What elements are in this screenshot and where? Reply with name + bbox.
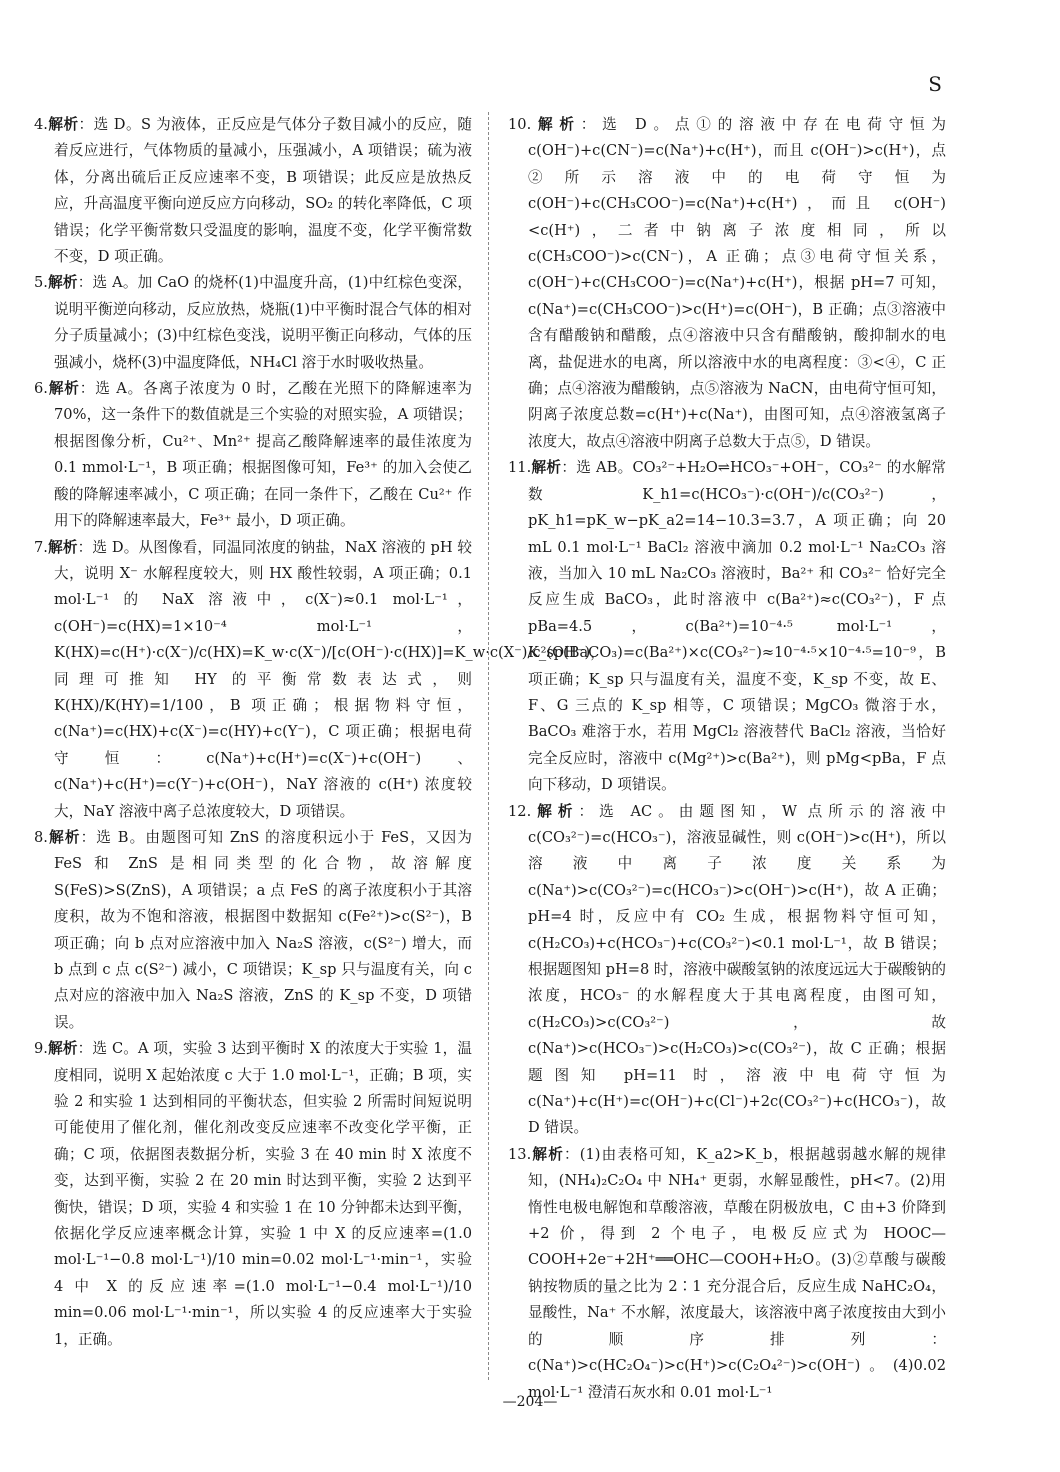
item-number: 6.: [34, 380, 48, 398]
item-number: 8.: [34, 828, 48, 846]
item-label: 解析: [47, 274, 78, 292]
item-number: 5.: [34, 274, 48, 292]
item-text: ：选 D。S 为液体，正反应是气体分子数目减小的反应，随着反应进行，气体物质的量减小，压强减小，A 项错误；硫为液体，分离出硫后正反应速率不变，B 项错误；此反应是放热反应，升高温度平衡向逆反应方向移动，SO₂ 的转化率降低，C 项错误；化学平衡常数只受温度的影响，温度不变，化学平衡常数不变，D 项正确。: [54, 116, 472, 266]
item-text: ：选 AC。由题图知，W 点所示的溶液中 c(CO₃²⁻)=c(HCO₃⁻)，溶液显碱性，则 c(OH⁻)>c(H⁺)，所以溶液中离子浓度关系为 c(Na⁺)>c(CO₃²⁻)=c(HCO₃⁻)>c(OH⁻)>c(H⁺)，故 A 正确；pH=4 时，反应中有 CO₂ 生成，根据物料守恒可知，c(H₂CO₃)+c(HCO₃⁻)+c(CO₃²⁻)<0.1 mol·L⁻¹，故 B 错误；根据题图知 pH=8 时，溶液中碳酸氢钠的浓度远远大于碳酸钠的浓度，HCO₃⁻ 的水解程度大于其电离程度，由图可知，c(H₂CO₃)>c(CO₃²⁻)，故 c(Na⁺)>c(HCO₃⁻)>c(H₂CO₃)>c(CO₃²⁻)，故 C 正确；根据题图知 pH=11 时，溶液中电荷守恒为 c(Na⁺)+c(H⁺)=c(OH⁻)+c(Cl⁻)+2c(CO₃²⁻)+c(HCO₃⁻)，故 D 错误。: [528, 802, 946, 1137]
item-label: 解析: [531, 1145, 564, 1163]
item-text: ：选 B。由题图可知 ZnS 的溶度积远小于 FeS，又因为 FeS 和 ZnS 是相同类型的化合物，故溶解度 S(FeS)>S(ZnS)，A 项错误；a 点 FeS 的离子浓度积小于其溶度积，故为不饱和溶液，根据图中数据知 c(Fe²⁺)>c(S²⁻)，B 项正确；向 b 点对应溶液中加入 Na₂S 溶液，c(S²⁻) 增大，而 b 点到 c 点 c(S²⁻) 减小，C 项错误；K_sp 只与温度有关，向 c 点对应的溶液中加入 Na₂S 溶液，ZnS 的 K_sp 不变，D 项错误。: [54, 828, 472, 1031]
answer-item-4: [34, 112, 472, 270]
answer-item-10: [508, 112, 946, 455]
page-number: —204—: [502, 1394, 558, 1410]
answer-item-12: [508, 799, 946, 1142]
item-number: 9.: [34, 1040, 48, 1058]
item-label: 解析: [47, 380, 80, 398]
item-text: ：选 D。从图像看，同温同浓度的钠盐，NaX 溶液的 pH 较大，说明 X⁻ 水解程度较大，则 HX 酸性较弱，A 项正确；0.1 mol·L⁻¹ 的 NaX 溶液中，c(X⁻)≈0.1 mol·L⁻¹，c(OH⁻)=c(HX)=1×10⁻⁴ mol·L⁻¹，K(HX)=c(H⁺)·c(X⁻)/c(HX)=K_w·c(X⁻)/[c(OH⁻)·c(HX)]=K_w·c(X⁻)/c²(OH⁻)，同理可推知 HY 的平衡常数表达式，则 K(HX)/K(HY)=1/100，B 项正确；根据物料守恒，c(Na⁺)=c(HX)+c(X⁻)=c(HY)+c(Y⁻)，C 项正确；根据电荷守恒：c(Na⁺)+c(H⁺)=c(X⁻)+c(OH⁻)、c(Na⁺)+c(H⁺)=c(Y⁻)+c(OH⁻)，NaY 溶液的 c(H⁺) 浓度较大，NaY 溶液中离子总浓度较大，D 项错误。: [54, 538, 605, 820]
item-label: 解析: [47, 538, 78, 556]
item-number: 12.: [508, 802, 532, 820]
item-number: 7.: [34, 538, 48, 556]
answer-item-8: [34, 825, 472, 1036]
item-text: ：选 D。点①的溶液中存在电荷守恒为 c(OH⁻)+c(CN⁻)=c(Na⁺)+c(H⁺)，而且 c(OH⁻)>c(H⁺)，点②所示溶液中的电荷守恒为 c(OH⁻)+c(CH₃COO⁻)=c(Na⁺)+c(H⁺)，而且 c(OH⁻)<c(H⁺)，二者中钠离子浓度相同，所以 c(CH₃COO⁻)>c(CN⁻)，A 正确；点③电荷守恒关系，c(OH⁻)+c(CH₃COO⁻)=c(Na⁺)+c(H⁺)，根据 pH=7 可知，c(Na⁺)=c(CH₃COO⁻)>c(H⁺)=c(OH⁻)，B 正确；点③溶液中含有醋酸钠和醋酸，点④溶液中只含有醋酸钠，酸抑制水的电离，盐促进水的电离，所以溶液中水的电离程度：③<④，C 正确；点④溶液为醋酸钠，点⑤溶液为 NaCN，由电荷守恒可知，阴离子浓度总数=c(H⁺)+c(Na⁺)，由图可知，点④溶液氢离子浓度大，故点④溶液中阴离子总数大于点⑤，D 错误。: [528, 116, 946, 450]
corner-letter: S: [928, 72, 942, 96]
item-text: ：选 AB。CO₃²⁻+H₂O⇌HCO₃⁻+OH⁻，CO₃²⁻ 的水解常数 K_h1=c(HCO₃⁻)·c(OH⁻)/c(CO₃²⁻)，pK_h1=pK_w−pK_a2=14−10.3=3.7，A 项正确；向 20 mL 0.1 mol·L⁻¹ BaCl₂ 溶液中滴加 0.2 mol·L⁻¹ Na₂CO₃ 溶液，当加入 10 mL Na₂CO₃ 溶液时，Ba²⁺ 和 CO₃²⁻ 恰好完全反应生成 BaCO₃，此时溶液中 c(Ba²⁺)≈c(CO₃²⁻)，F 点 pBa=4.5，c(Ba²⁺)=10⁻⁴·⁵ mol·L⁻¹，K_sp(BaCO₃)=c(Ba²⁺)×c(CO₃²⁻)≈10⁻⁴·⁵×10⁻⁴·⁵=10⁻⁹，B 项正确；K_sp 只与温度有关，温度不变，K_sp 不变，故 E、F、G 三点的 K_sp 相等，C 项错误；MgCO₃ 微溶于水，BaCO₃ 难溶于水，若用 MgCl₂ 溶液替代 BaCl₂ 溶液，当恰好完全反应时，溶液中 c(Mg²⁺)>c(Ba²⁺)，则 pMg<pBa，F 点向下移动，D 项错误。: [528, 459, 946, 794]
item-label: 解析: [47, 1040, 78, 1058]
item-label: 解析: [531, 802, 579, 820]
item-number: 4.: [34, 116, 48, 133]
item-label: 解析: [531, 116, 581, 133]
item-number: 13.: [508, 1145, 532, 1163]
item-number: 11.: [508, 459, 532, 477]
item-label: 解析: [47, 116, 79, 133]
item-text: ：选 A。各离子浓度为 0 时，乙酸在光照下的降解速率为 70%，这一条件下的数值就是三个实验的对照实验，A 项错误；根据图像分析，Cu²⁺、Mn²⁺ 提高乙酸降解速率的最佳浓度为 0.1 mmol·L⁻¹，B 项正确；根据图像可知，Fe³⁺ 的加入会使乙酸的降解速率减小，C 项正确；在同一条件下，乙酸在 Cu²⁺ 作用下的降解速率最大，Fe³⁺ 最小，D 项正确。: [54, 380, 472, 530]
item-number: 10.: [508, 116, 532, 133]
item-text: ：选 C。A 项，实验 3 达到平衡时 X 的浓度大于实验 1，温度相同，说明 X 起始浓度 c 大于 1.0 mol·L⁻¹，正确；B 项，实验 2 和实验 1 达到相同的平衡状态，但实验 2 所需时间短说明可能使用了催化剂，催化剂改变反应速率不改变化学平衡，正确；C 项，依据图表数据分析，实验 3 在 40 min 时 X 浓度不变，达到平衡，实验 2 在 20 min 时达到平衡，实验 2 达到平衡快，错误；D 项，实验 4 和实验 1 在 10 分钟都未达到平衡，依据化学反应速率概念计算，实验 1 中 X 的反应速率=(1.0 mol·L⁻¹−0.8 mol·L⁻¹)/10 min=0.02 mol·L⁻¹·min⁻¹，实验 4 中 X 的反应速率=(1.0 mol·L⁻¹−0.4 mol·L⁻¹)/10 min=0.06 mol·L⁻¹·min⁻¹，所以实验 4 的反应速率大于实验 1，正确。: [54, 1040, 472, 1348]
item-text: ：(1)由表格可知，K_a2>K_b，根据越弱越水解的规律知，(NH₄)₂C₂O₄ 中 NH₄⁺ 更弱，水解显酸性，pH<7。(2)用惰性电极电解饱和草酸溶液，草酸在阴极放电，C 由+3 价降到+2 价，得到 2 个电子，电极反应式为 HOOC—COOH+2e⁻+2H⁺══OHC—COOH+H₂O。(3)②草酸与碳酸钠按物质的量之比为 2∶1 充分混合后，反应生成 NaHC₂O₄，显酸性，Na⁺ 不水解，浓度最大，该溶液中离子浓度按由大到小的顺序排列：c(Na⁺)>c(HC₂O₄⁻)>c(H⁺)>c(C₂O₄²⁻)>c(OH⁻)。(4)0.02 mol·L⁻¹ 澄清石灰水和 0.01 mol·L⁻¹: [528, 1145, 946, 1401]
item-text: ：选 A。加 CaO 的烧杯(1)中温度升高，(1)中红棕色变深，说明平衡逆向移动，反应放热，烧瓶(1)中平衡时混合气体的相对分子质量减小；(3)中红棕色变浅，说明平衡正向移动，气体的压强减小，烧杯(3)中温度降低，NH₄Cl 溶于水时吸收热量。: [54, 274, 472, 371]
answer-item-13: [508, 1142, 946, 1406]
right-column: [508, 112, 946, 1406]
answer-item-5: [34, 270, 472, 376]
answer-item-6: [34, 376, 472, 534]
column-divider: [488, 112, 489, 1380]
item-label: 解析: [47, 828, 81, 846]
answer-item-11: [508, 455, 946, 798]
item-label: 解析: [531, 459, 562, 477]
answer-item-9: [34, 1036, 472, 1353]
